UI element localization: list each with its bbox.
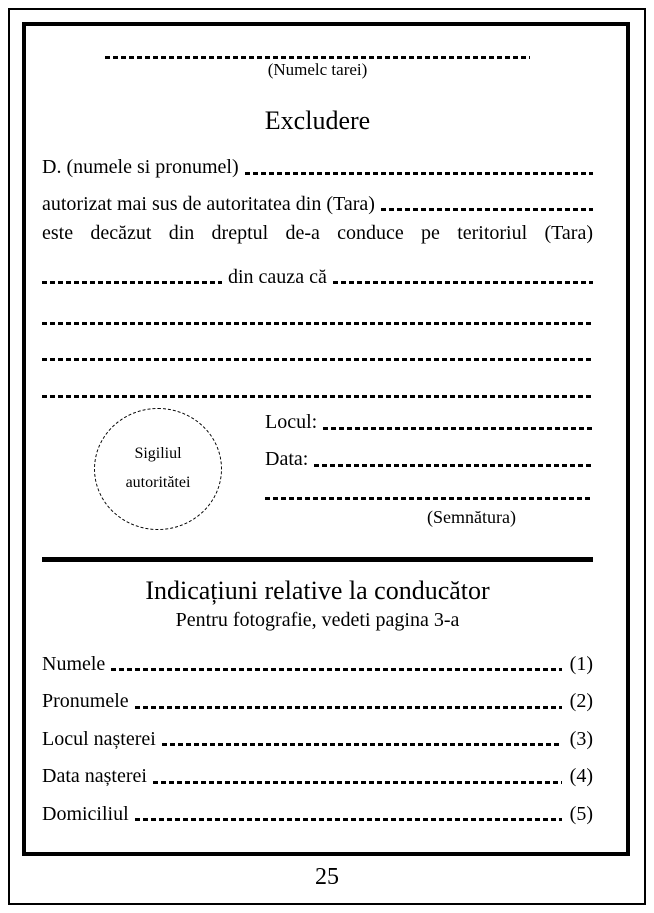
field-label: Locul nașterei [42, 727, 156, 750]
section-divider-rule [42, 557, 593, 562]
blank-dotted-line-3 [42, 395, 593, 398]
exclusion-paragraph [42, 142, 593, 398]
field-blank-line [135, 818, 562, 821]
field-label: Pronumele [42, 690, 129, 713]
field-blank-line [135, 706, 562, 709]
field-ref-number: (1) [569, 652, 593, 675]
field-row-birthplace [42, 713, 593, 751]
section-title-driver-indications: Indicațiuni relative la conducător [145, 575, 490, 605]
date-label: Data: [265, 447, 309, 470]
exclusion-line-authority [42, 179, 593, 216]
blank-row [42, 361, 593, 398]
page-inner-border [22, 22, 630, 856]
field-ref-number: (3) [569, 727, 593, 750]
page-outer-border [8, 8, 646, 905]
date-blank-line [314, 464, 593, 467]
seal-text-line2: autoritătei [125, 474, 191, 491]
field-label: Data nașterei [42, 765, 147, 788]
authority-country-blank-line [381, 208, 593, 211]
field-label: Numele [42, 652, 106, 675]
date-row [265, 434, 593, 471]
field-blank-line [162, 743, 562, 746]
field-label: Domiciliul [42, 802, 129, 825]
driver-fields-list [42, 638, 593, 826]
signature-blank-line [265, 497, 593, 500]
exclusion-line-territory: este decăzut din dreptul de-a conduce pe teritoriul (Tara) [42, 222, 593, 244]
place-label: Locul: [265, 410, 318, 433]
field-ref-number: (4) [569, 765, 593, 788]
authority-country-label: autorizat mai sus de autoritatea din (Tara) [42, 192, 375, 215]
authority-seal-circle [94, 408, 222, 530]
field-row-name [42, 638, 593, 676]
photo-note-subtitle: Pentru fotografie, vedeti pagina 3-a [175, 608, 460, 631]
field-ref-number: (2) [569, 690, 593, 713]
name-surname-label: D. (numele si pronumel) [42, 156, 239, 179]
seal-text-line1: Sigiliul [134, 445, 182, 462]
country-name-blank-line [105, 56, 530, 59]
field-row-surname [42, 675, 593, 713]
country-name-caption: (Numelc tarei) [267, 60, 368, 79]
field-blank-line [111, 668, 561, 671]
reason-blank-line-left [42, 281, 222, 284]
seal-and-signature-block [42, 408, 593, 530]
reason-label: din cauza că [228, 265, 327, 288]
exclusion-line-reason [42, 252, 593, 289]
place-blank-line [323, 427, 593, 430]
place-row [265, 408, 593, 434]
blank-row [42, 288, 593, 325]
field-row-domicile [42, 788, 593, 826]
blank-row [42, 325, 593, 362]
field-ref-number: (5) [569, 802, 593, 825]
place-date-signature-column [265, 408, 593, 530]
page-number: 25 [315, 864, 339, 890]
section-title-exclusion: Excludere [264, 106, 371, 135]
reason-blank-line-right [333, 281, 593, 284]
field-row-birthdate [42, 750, 593, 788]
field-blank-line [153, 781, 562, 784]
signature-caption: (Semnătura) [427, 506, 516, 527]
name-surname-blank-line [245, 172, 593, 175]
exclusion-line-name [42, 142, 593, 179]
